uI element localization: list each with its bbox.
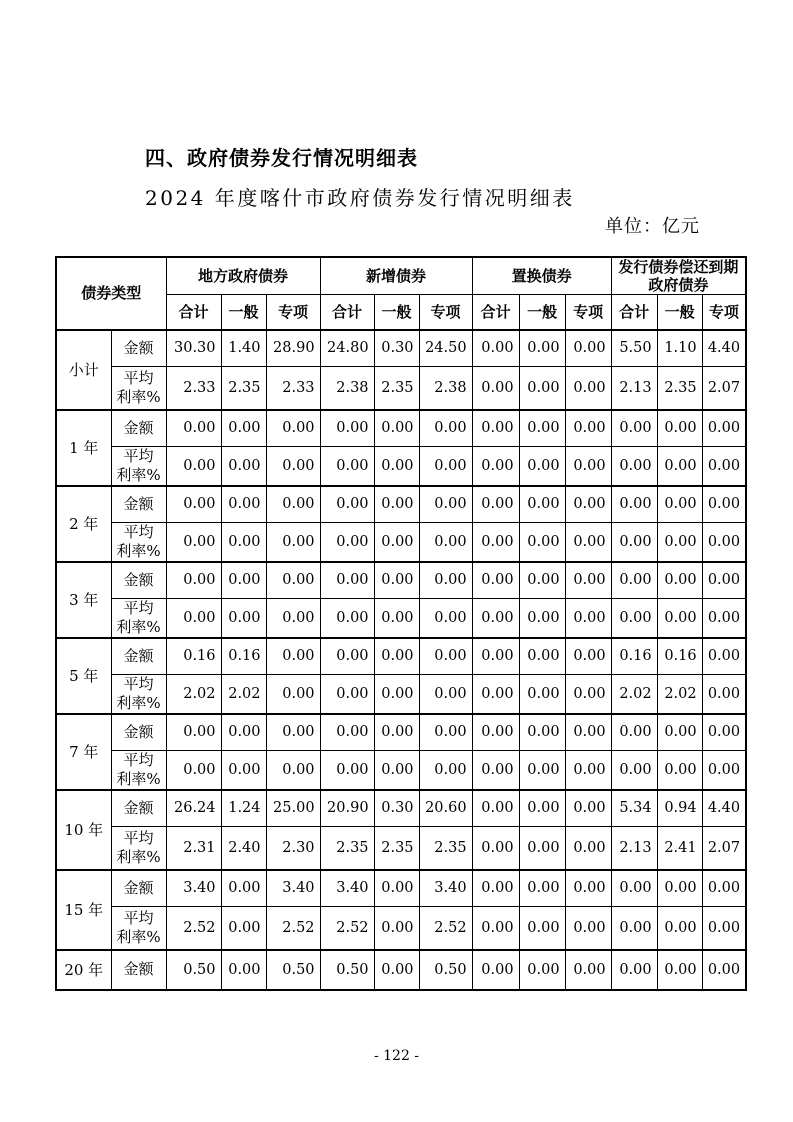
amount-value-cell: 1.24: [221, 790, 266, 827]
amount-value-cell: 0.00: [657, 562, 702, 599]
rate-value-cell: 2.31: [166, 827, 221, 870]
rate-value-cell: 0.00: [702, 675, 746, 714]
amount-value-cell: 3.40: [320, 870, 374, 907]
section-heading: 四、政府债券发行情况明细表: [145, 146, 418, 170]
amount-value-cell: 5.50: [611, 330, 657, 367]
rate-value-cell: 0.00: [657, 599, 702, 638]
metric-amount-cell: 金额: [111, 486, 166, 523]
amount-value-cell: 0.50: [166, 950, 221, 990]
amount-value-cell: 0.00: [374, 714, 419, 751]
amount-value-cell: 0.00: [519, 330, 565, 367]
page-number: - 122 -: [373, 1048, 420, 1064]
rate-value-cell: 2.13: [611, 367, 657, 410]
period-cell: 3 年: [56, 562, 111, 638]
amount-value-cell: 0.00: [221, 714, 266, 751]
rate-value-cell: 0.00: [565, 907, 611, 950]
amount-value-cell: 0.00: [611, 562, 657, 599]
rate-value-cell: 2.33: [266, 367, 320, 410]
rate-value-cell: 0.00: [266, 447, 320, 486]
rate-value-cell: 0.00: [472, 367, 519, 410]
amount-value-cell: 0.00: [221, 870, 266, 907]
amount-value-cell: 0.00: [374, 638, 419, 675]
rate-value-cell: 2.52: [320, 907, 374, 950]
rate-value-cell: 0.00: [519, 751, 565, 790]
rate-value-cell: 0.00: [565, 523, 611, 562]
subheader-general-new-bonds: 一般: [374, 295, 419, 330]
period-cell: 1 年: [56, 410, 111, 486]
rate-value-cell: 0.00: [519, 367, 565, 410]
amount-value-cell: 0.00: [266, 486, 320, 523]
rate-value-cell: 2.02: [611, 675, 657, 714]
amount-value-cell: 0.00: [374, 562, 419, 599]
rate-value-cell: 2.52: [166, 907, 221, 950]
amount-value-cell: 0.00: [565, 330, 611, 367]
period-cell: 小计: [56, 330, 111, 410]
metric-rate-cell: 平均 利率%: [111, 599, 166, 638]
rate-value-cell: 0.00: [565, 675, 611, 714]
unit-label: 单位：亿元: [605, 216, 700, 237]
amount-value-cell: 0.00: [657, 410, 702, 447]
amount-value-cell: 20.90: [320, 790, 374, 827]
amount-value-cell: 0.00: [702, 562, 746, 599]
rate-value-cell: 0.00: [565, 599, 611, 638]
rate-value-cell: 0.00: [266, 523, 320, 562]
amount-value-cell: 0.50: [266, 950, 320, 990]
rate-value-cell: 0.00: [565, 751, 611, 790]
period-cell: 2 年: [56, 486, 111, 562]
bond-issuance-table: [55, 256, 747, 991]
amount-value-cell: 0.00: [320, 562, 374, 599]
rate-value-cell: 2.35: [320, 827, 374, 870]
amount-value-cell: 0.00: [565, 410, 611, 447]
amount-value-cell: 24.80: [320, 330, 374, 367]
amount-value-cell: 0.00: [565, 870, 611, 907]
metric-rate-cell: 平均 利率%: [111, 675, 166, 714]
amount-value-cell: 0.00: [702, 410, 746, 447]
rate-value-cell: 0.00: [702, 523, 746, 562]
table-body: [56, 330, 746, 990]
amount-value-cell: 0.00: [221, 486, 266, 523]
amount-value-cell: 0.00: [611, 950, 657, 990]
rate-value-cell: 0.00: [166, 447, 221, 486]
amount-value-cell: 0.00: [611, 714, 657, 751]
subheader-total-refunding-bonds: 合计: [611, 295, 657, 330]
period-cell: 7 年: [56, 714, 111, 790]
rate-value-cell: 0.00: [221, 751, 266, 790]
rate-value-cell: 0.00: [320, 599, 374, 638]
amount-value-cell: 4.40: [702, 790, 746, 827]
rate-value-cell: 0.00: [221, 523, 266, 562]
amount-value-cell: 5.34: [611, 790, 657, 827]
rate-value-cell: 0.00: [374, 751, 419, 790]
rate-value-cell: 0.00: [657, 523, 702, 562]
rate-value-cell: 2.35: [374, 367, 419, 410]
amount-value-cell: 0.00: [611, 870, 657, 907]
rate-value-cell: 0.00: [320, 447, 374, 486]
rate-value-cell: 0.00: [565, 367, 611, 410]
amount-value-cell: 30.30: [166, 330, 221, 367]
rate-value-cell: 0.00: [519, 675, 565, 714]
amount-value-cell: 0.00: [374, 410, 419, 447]
rate-value-cell: 2.07: [702, 827, 746, 870]
rate-value-cell: 0.00: [320, 751, 374, 790]
amount-value-cell: 0.00: [266, 410, 320, 447]
rate-value-cell: 0.00: [419, 675, 472, 714]
amount-value-cell: 1.10: [657, 330, 702, 367]
amount-value-cell: 0.00: [320, 638, 374, 675]
amount-value-cell: 0.00: [166, 562, 221, 599]
rate-value-cell: 0.00: [374, 523, 419, 562]
rate-value-cell: 0.00: [419, 523, 472, 562]
rate-value-cell: 0.00: [320, 523, 374, 562]
amount-value-cell: 0.00: [565, 790, 611, 827]
rate-value-cell: 0.00: [702, 447, 746, 486]
amount-value-cell: 0.00: [266, 638, 320, 675]
rate-value-cell: 2.33: [166, 367, 221, 410]
rate-value-cell: 2.41: [657, 827, 702, 870]
rate-value-cell: 0.00: [266, 751, 320, 790]
subheader-general-local-government-bonds: 一般: [221, 295, 266, 330]
amount-value-cell: 0.00: [519, 562, 565, 599]
rate-value-cell: 2.07: [702, 367, 746, 410]
amount-value-cell: 0.00: [221, 562, 266, 599]
rate-value-cell: 2.13: [611, 827, 657, 870]
rate-value-cell: 0.00: [472, 675, 519, 714]
rate-value-cell: 0.00: [472, 907, 519, 950]
rate-value-cell: 0.00: [374, 907, 419, 950]
group-header-replacement-bonds: 置换债券: [472, 257, 611, 295]
amount-value-cell: 24.50: [419, 330, 472, 367]
rate-value-cell: 0.00: [519, 599, 565, 638]
rate-value-cell: 2.35: [374, 827, 419, 870]
rate-value-cell: 2.38: [320, 367, 374, 410]
amount-value-cell: 0.00: [472, 486, 519, 523]
rate-value-cell: 0.00: [657, 751, 702, 790]
rate-value-cell: 0.00: [657, 907, 702, 950]
table-header: [56, 257, 746, 330]
subheader-special-local-government-bonds: 专项: [266, 295, 320, 330]
amount-value-cell: 20.60: [419, 790, 472, 827]
rate-value-cell: 2.35: [221, 367, 266, 410]
rate-value-cell: 0.00: [702, 751, 746, 790]
amount-value-cell: 25.00: [266, 790, 320, 827]
rate-value-cell: 2.30: [266, 827, 320, 870]
amount-value-cell: 0.00: [565, 950, 611, 990]
amount-value-cell: 0.00: [472, 790, 519, 827]
amount-value-cell: 0.00: [472, 562, 519, 599]
amount-value-cell: 0.00: [519, 870, 565, 907]
metric-amount-cell: 金额: [111, 562, 166, 599]
amount-value-cell: 0.00: [702, 714, 746, 751]
rate-value-cell: 2.38: [419, 367, 472, 410]
rate-value-cell: 0.00: [419, 447, 472, 486]
amount-value-cell: 0.00: [565, 486, 611, 523]
rate-value-cell: 0.00: [320, 675, 374, 714]
amount-value-cell: 0.00: [702, 950, 746, 990]
amount-value-cell: 3.40: [419, 870, 472, 907]
amount-value-cell: 0.00: [419, 562, 472, 599]
amount-value-cell: 0.00: [266, 714, 320, 751]
metric-rate-cell: 平均 利率%: [111, 523, 166, 562]
amount-value-cell: 0.00: [657, 870, 702, 907]
metric-rate-cell: 平均 利率%: [111, 827, 166, 870]
amount-value-cell: 0.00: [565, 714, 611, 751]
amount-value-cell: 0.00: [166, 410, 221, 447]
amount-value-cell: 0.00: [166, 486, 221, 523]
rate-value-cell: 2.02: [657, 675, 702, 714]
amount-value-cell: 0.00: [702, 486, 746, 523]
rate-value-cell: 0.00: [472, 751, 519, 790]
amount-value-cell: 0.00: [657, 950, 702, 990]
amount-value-cell: 0.16: [221, 638, 266, 675]
amount-value-cell: 1.40: [221, 330, 266, 367]
rate-value-cell: 0.00: [419, 599, 472, 638]
rate-value-cell: 0.00: [519, 523, 565, 562]
amount-value-cell: 0.00: [519, 790, 565, 827]
metric-rate-cell: 平均 利率%: [111, 751, 166, 790]
metric-rate-cell: 平均 利率%: [111, 907, 166, 950]
subheader-total-local-government-bonds: 合计: [166, 295, 221, 330]
amount-value-cell: 0.00: [419, 714, 472, 751]
rate-value-cell: 0.00: [221, 599, 266, 638]
rate-value-cell: 0.00: [472, 447, 519, 486]
amount-value-cell: 0.00: [320, 714, 374, 751]
period-cell: 10 年: [56, 790, 111, 870]
amount-value-cell: 0.00: [320, 486, 374, 523]
amount-value-cell: 0.00: [702, 638, 746, 675]
amount-value-cell: 0.00: [519, 410, 565, 447]
amount-value-cell: 0.00: [657, 714, 702, 751]
rate-value-cell: 2.02: [166, 675, 221, 714]
amount-value-cell: 3.40: [166, 870, 221, 907]
rate-value-cell: 0.00: [374, 447, 419, 486]
rate-value-cell: 0.00: [611, 599, 657, 638]
rate-value-cell: 0.00: [266, 675, 320, 714]
amount-value-cell: 0.00: [702, 870, 746, 907]
metric-amount-cell: 金额: [111, 330, 166, 367]
amount-value-cell: 0.16: [611, 638, 657, 675]
amount-value-cell: 0.50: [320, 950, 374, 990]
metric-rate-cell: 平均 利率%: [111, 447, 166, 486]
rate-value-cell: 0.00: [657, 447, 702, 486]
amount-value-cell: 0.00: [221, 410, 266, 447]
subheader-special-refunding-bonds: 专项: [702, 295, 746, 330]
corner-header-cell: 债券类型: [56, 257, 166, 330]
amount-value-cell: 0.00: [419, 410, 472, 447]
rate-value-cell: 0.00: [565, 827, 611, 870]
rate-value-cell: 0.00: [611, 447, 657, 486]
group-header-local-government-bonds: 地方政府债券: [166, 257, 320, 295]
rate-value-cell: 0.00: [166, 599, 221, 638]
rate-value-cell: 0.00: [472, 523, 519, 562]
amount-value-cell: 0.94: [657, 790, 702, 827]
rate-value-cell: 0.00: [221, 907, 266, 950]
rate-value-cell: 0.00: [519, 907, 565, 950]
amount-value-cell: 0.00: [472, 714, 519, 751]
metric-amount-cell: 金额: [111, 638, 166, 675]
rate-value-cell: 0.00: [374, 599, 419, 638]
amount-value-cell: 4.40: [702, 330, 746, 367]
rate-value-cell: 2.35: [419, 827, 472, 870]
amount-value-cell: 0.00: [565, 638, 611, 675]
amount-value-cell: 0.16: [657, 638, 702, 675]
rate-value-cell: 0.00: [519, 447, 565, 486]
table-title: 2024 年度喀什市政府债券发行情况明细表: [145, 186, 575, 210]
amount-value-cell: 0.00: [320, 410, 374, 447]
amount-value-cell: 26.24: [166, 790, 221, 827]
amount-value-cell: 3.40: [266, 870, 320, 907]
rate-value-cell: 2.52: [266, 907, 320, 950]
metric-amount-cell: 金额: [111, 790, 166, 827]
subheader-special-new-bonds: 专项: [419, 295, 472, 330]
rate-value-cell: 0.00: [565, 447, 611, 486]
rate-value-cell: 0.00: [166, 751, 221, 790]
rate-value-cell: 2.52: [419, 907, 472, 950]
rate-value-cell: 0.00: [702, 599, 746, 638]
amount-value-cell: 0.00: [472, 870, 519, 907]
amount-value-cell: 0.50: [419, 950, 472, 990]
amount-value-cell: 0.00: [519, 714, 565, 751]
subheader-general-refunding-bonds: 一般: [657, 295, 702, 330]
amount-value-cell: 0.00: [374, 950, 419, 990]
amount-value-cell: 0.00: [419, 486, 472, 523]
rate-value-cell: 2.02: [221, 675, 266, 714]
rate-value-cell: 0.00: [166, 523, 221, 562]
amount-value-cell: 0.00: [374, 486, 419, 523]
amount-value-cell: 0.00: [519, 486, 565, 523]
subheader-general-replacement-bonds: 一般: [519, 295, 565, 330]
rate-value-cell: 0.00: [419, 751, 472, 790]
amount-value-cell: 0.30: [374, 330, 419, 367]
amount-value-cell: 0.00: [221, 950, 266, 990]
period-cell: 20 年: [56, 950, 111, 990]
amount-value-cell: 0.00: [611, 486, 657, 523]
rate-value-cell: 0.00: [702, 907, 746, 950]
metric-amount-cell: 金额: [111, 950, 166, 990]
amount-value-cell: 0.00: [472, 410, 519, 447]
rate-value-cell: 2.40: [221, 827, 266, 870]
amount-value-cell: 0.00: [519, 638, 565, 675]
amount-value-cell: 0.00: [472, 950, 519, 990]
amount-value-cell: 0.00: [565, 562, 611, 599]
metric-rate-cell: 平均 利率%: [111, 367, 166, 410]
amount-value-cell: 28.90: [266, 330, 320, 367]
rate-value-cell: 0.00: [472, 599, 519, 638]
amount-value-cell: 0.00: [374, 870, 419, 907]
period-cell: 15 年: [56, 870, 111, 950]
metric-amount-cell: 金额: [111, 410, 166, 447]
amount-value-cell: 0.00: [519, 950, 565, 990]
metric-amount-cell: 金额: [111, 870, 166, 907]
amount-value-cell: 0.16: [166, 638, 221, 675]
amount-value-cell: 0.00: [472, 638, 519, 675]
amount-value-cell: 0.00: [657, 486, 702, 523]
rate-value-cell: 0.00: [266, 599, 320, 638]
group-header-new-bonds: 新增债券: [320, 257, 472, 295]
amount-value-cell: 0.00: [166, 714, 221, 751]
amount-value-cell: 0.00: [472, 330, 519, 367]
amount-value-cell: 0.00: [611, 410, 657, 447]
rate-value-cell: 0.00: [374, 675, 419, 714]
rate-value-cell: 2.35: [657, 367, 702, 410]
rate-value-cell: 0.00: [221, 447, 266, 486]
subheader-total-replacement-bonds: 合计: [472, 295, 519, 330]
rate-value-cell: 0.00: [611, 907, 657, 950]
rate-value-cell: 0.00: [519, 827, 565, 870]
amount-value-cell: 0.30: [374, 790, 419, 827]
subheader-total-new-bonds: 合计: [320, 295, 374, 330]
subheader-special-replacement-bonds: 专项: [565, 295, 611, 330]
metric-amount-cell: 金额: [111, 714, 166, 751]
rate-value-cell: 0.00: [611, 751, 657, 790]
amount-value-cell: 0.00: [419, 638, 472, 675]
group-header-refunding-bonds: 发行债券偿还到期 政府债券: [611, 257, 746, 295]
amount-value-cell: 0.00: [266, 562, 320, 599]
rate-value-cell: 0.00: [611, 523, 657, 562]
rate-value-cell: 0.00: [472, 827, 519, 870]
period-cell: 5 年: [56, 638, 111, 714]
